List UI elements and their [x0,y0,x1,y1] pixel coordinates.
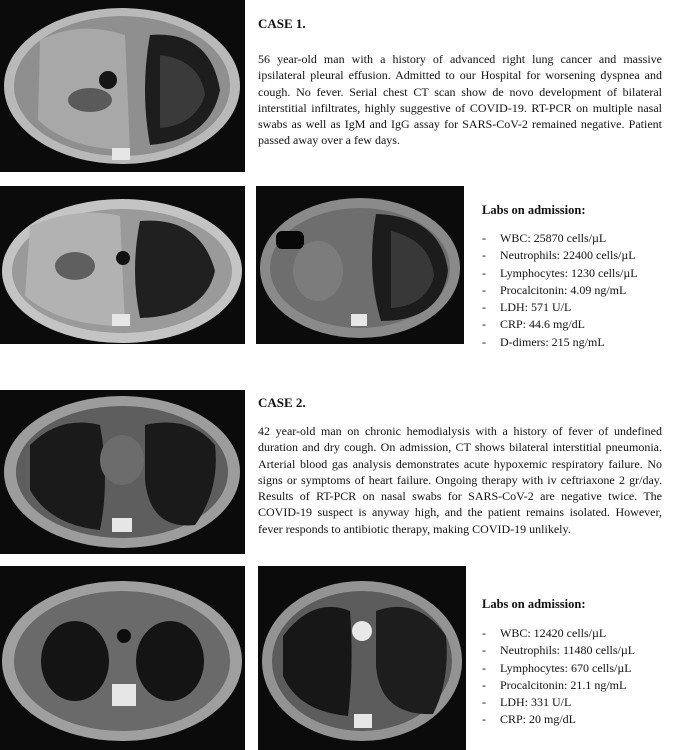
case1-description: 56 year-old man with a history of advanced right lung cancer and massive ipsilateral pleural effusion. Admitted to our Hospital for worsening dyspnea and cough. No fever. Serial chest CT scan show de novo development of bilateral interstitial infiltrates, highly suggestive of COVID-19. RT-PCR on multiple nasal swabs as well as IgM and IgG assay for SARS-CoV-2 remained negative. Patient passed away over a few days. [258,52,662,148]
lab-crp: - CRP: 44.6 mg/dL [482,316,638,333]
case2-labs-list [482,625,635,729]
lab-neutrophils: - Neutrophils: 11480 cells/µL [482,642,635,659]
case1-ct-image-right [256,186,464,344]
lab-wbc: - WBC: 25870 cells/µL [482,230,638,247]
lab-lymphocytes: - Lymphocytes: 670 cells/µL [482,660,635,677]
case2-ct-image-top [0,390,245,554]
case1-ct-image-left [0,186,245,344]
lab-lymphocytes: - Lymphocytes: 1230 cells/µL [482,265,638,282]
lab-procalcitonin: - Procalcitonin: 4.09 ng/mL [482,282,638,299]
case2-ct-image-right [258,566,466,750]
case1-labs-list [482,230,638,351]
lab-wbc: - WBC: 12420 cells/µL [482,625,635,642]
case2-ct-image-left [0,566,245,750]
case2-labs-title: Labs on admission: [482,597,586,611]
lab-d-dimers: - D-dimers: 215 ng/mL [482,334,638,351]
case2-description: 42 year-old man on chronic hemodialysis with a history of fever of undefined duration and dry cough. On admission, CT shows bilateral interstitial pneumonia. Arterial blood gas analysis demonstrates acute hypoxemic respiratory failure. No signs or symptoms of heart failure. Ongoing therapy with iv ceftriaxone 2 gr/day. Results of RT-PCR on nasal swabs for SARS-CoV-2 are negative twice. The COVID-19 suspect is anyway high, and the patient remains isolated. However, fever responds to antibiotic therapy, making COVID-19 unlikely. [258,424,662,536]
lab-crp: - CRP: 20 mg/dL [482,711,635,728]
case1-ct-image-top [0,0,245,172]
lab-procalcitonin: - Procalcitonin: 21.1 ng/mL [482,677,635,694]
case2-heading: CASE 2. [258,395,306,410]
case1-labs-title: Labs on admission: [482,203,586,217]
lab-ldh: - LDH: 571 U/L [482,299,638,316]
case1-heading: CASE 1. [258,16,306,31]
lab-ldh: - LDH: 331 U/L [482,694,635,711]
lab-neutrophils: - Neutrophils: 22400 cells/µL [482,247,638,264]
